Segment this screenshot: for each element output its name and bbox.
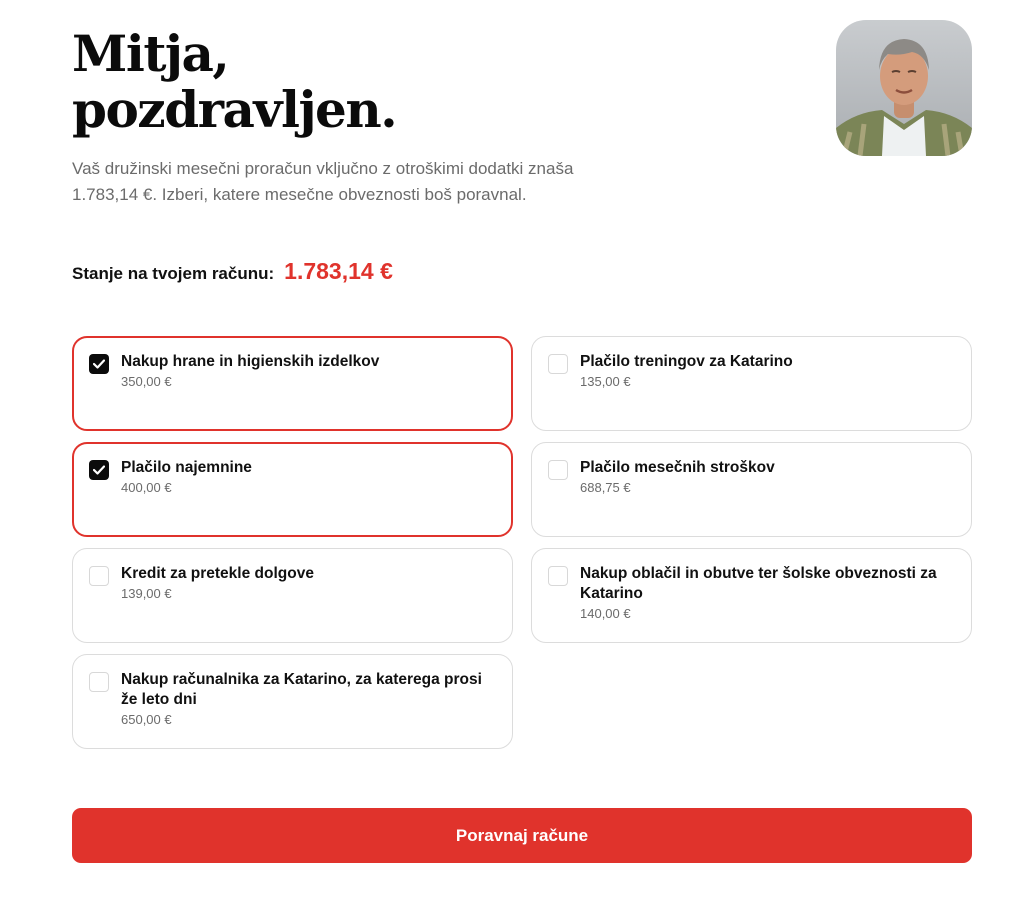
obligation-card-trainings[interactable] [531, 336, 972, 431]
obligation-checkbox[interactable] [89, 672, 109, 692]
obligation-amount: 140,00 € [580, 606, 631, 621]
obligation-card-rent[interactable] [72, 442, 513, 537]
obligation-amount: 350,00 € [121, 374, 172, 389]
obligation-title: Nakup oblačil in obutve ter šolske obveznosti za Katarino [580, 565, 937, 602]
obligation-title: Kredit za pretekle dolgove [121, 565, 314, 582]
obligation-checkbox[interactable] [548, 460, 568, 480]
obligation-checkbox[interactable] [89, 566, 109, 586]
obligation-checkbox[interactable] [89, 354, 109, 374]
avatar [836, 20, 972, 156]
obligation-card-computer[interactable] [72, 654, 513, 749]
obligation-amount: 688,75 € [580, 480, 631, 495]
greeting-name: Mitja, [72, 24, 229, 83]
greeting-salutation: pozdravljen. [72, 80, 397, 139]
balance-label: Stanje na tvojem računu: [72, 264, 275, 283]
balance-row [72, 258, 393, 285]
checkmark-icon [93, 465, 105, 475]
obligation-card-food[interactable] [72, 336, 513, 431]
obligation-checkbox[interactable] [89, 460, 109, 480]
avatar-portrait-image [836, 20, 972, 156]
obligation-title: Plačilo mesečnih stroškov [580, 459, 775, 476]
obligation-card-credit[interactable] [72, 548, 513, 643]
obligation-checkbox[interactable] [548, 354, 568, 374]
budget-page [72, 0, 972, 920]
settle-bills-button[interactable]: Poravnaj račune [72, 808, 972, 863]
obligation-amount: 400,00 € [121, 480, 172, 495]
obligation-title: Plačilo treningov za Katarino [580, 353, 793, 370]
obligation-card-monthly-costs[interactable] [531, 442, 972, 537]
greeting-title [72, 26, 396, 138]
obligation-title: Nakup hrane in higienskih izdelkov [121, 353, 380, 370]
obligation-title: Nakup računalnika za Katarino, za katerega prosi že leto dni [121, 671, 482, 708]
obligation-amount: 135,00 € [580, 374, 631, 389]
obligation-amount: 139,00 € [121, 586, 172, 601]
obligation-title: Plačilo najemnine [121, 459, 252, 476]
budget-description: Vaš družinski mesečni proračun vključno z otroškimi dodatki znaša 1.783,14 €. Izberi, katere mesečne obveznosti boš poravnal. [72, 159, 574, 204]
balance-value: 1.783,14 € [284, 258, 393, 284]
checkmark-icon [93, 359, 105, 369]
obligation-card-clothing[interactable] [531, 548, 972, 643]
obligation-checkbox[interactable] [548, 566, 568, 586]
obligation-amount: 650,00 € [121, 712, 172, 727]
